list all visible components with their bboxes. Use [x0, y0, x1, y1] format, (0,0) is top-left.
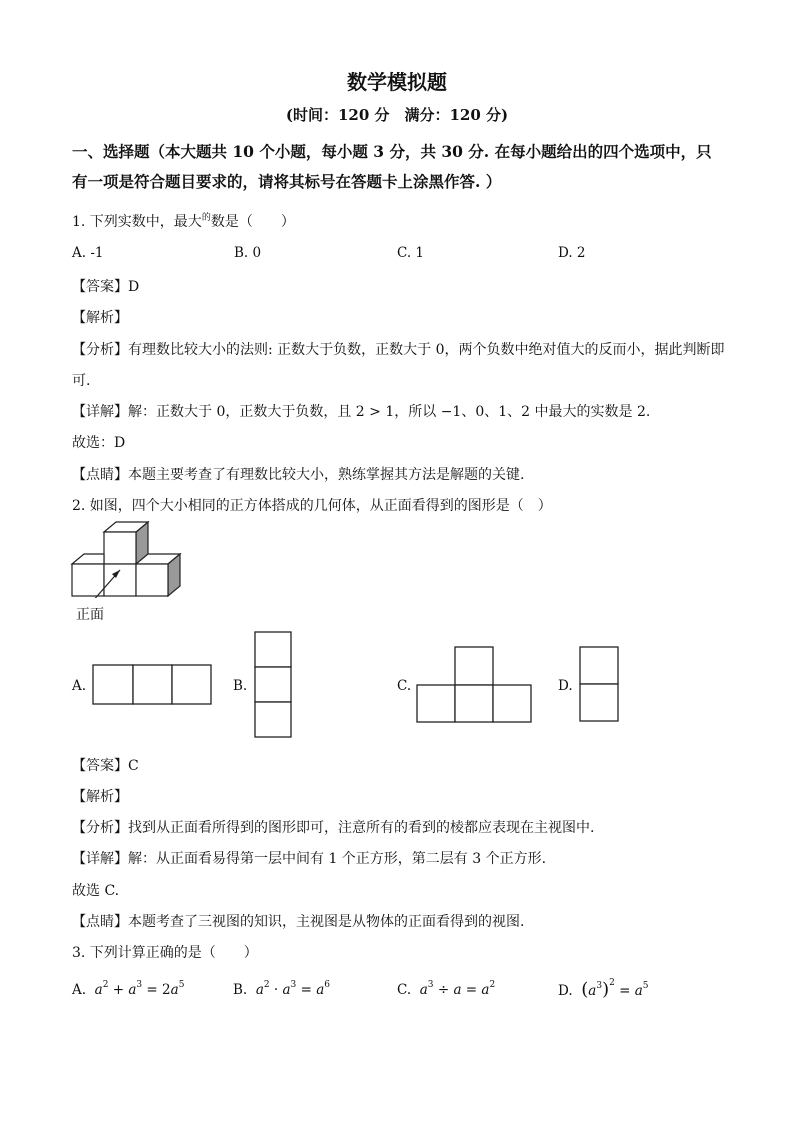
q3-stem: 3. 下列计算正确的是（ ） — [72, 945, 258, 961]
q1-comment: 【点睛】本题主要考查了有理数比较大小，熟练掌握其方法是解题的关键. — [72, 467, 525, 483]
q2-option-a-figure — [92, 664, 214, 706]
q3-option-d: D. $(a^3)^2 = a^5$ — [558, 978, 649, 1000]
q1-analysis-heading: 【解析】 — [72, 310, 128, 326]
q1-option-d: D. 2 — [558, 245, 586, 261]
q2-answer: 【答案】C — [72, 758, 139, 774]
q1-option-b: B. 0 — [234, 245, 262, 261]
q1-detail: 【详解】解：正数大于 0，正数大于负数，且 2 > 1，所以 −1、0、1、2 中最大的实数是 2. — [72, 404, 651, 420]
q3-option-a: A. $a^2 + a^3 = 2a^5$ — [72, 980, 185, 998]
q2-option-b-figure — [254, 631, 294, 739]
q2-detail: 【详解】解：从正面看易得第一层中间有 1 个正方形，第二层有 3 个正方形. — [72, 851, 547, 867]
q1-analysis-line2: 可. — [72, 373, 91, 389]
q1-analysis-line1: 【分析】有理数比较大小的法则: 正数大于负数，正数大于 0，两个负数中绝对值大的反而小，据此判断即 — [72, 342, 725, 358]
q2-option-c-label: C. — [397, 678, 412, 694]
front-view-label: 正面 — [76, 607, 104, 623]
q1-choice: 故选：D — [72, 435, 126, 451]
q1-option-c: C. 1 — [397, 245, 425, 261]
q3-option-c: C. $a^3 \div a = a^2$ — [397, 980, 496, 998]
q2-option-c-figure — [416, 646, 534, 724]
exam-info: (时间：120 分 满分：120 分) — [285, 106, 509, 124]
page-title: 数学模拟题 — [347, 70, 447, 94]
q2-option-d-label: D. — [558, 678, 573, 694]
q2-analysis-heading: 【解析】 — [72, 789, 128, 805]
q2-analysis: 【分析】找到从正面看所得到的图形即可，注意所有的看到的棱都应表现在主视图中. — [72, 820, 595, 836]
section-heading-line1: 一、选择题（本大题共 10 个小题，每小题 3 分，共 30 分. 在每小题给出的四个选项中，只 — [72, 142, 712, 161]
q2-choice: 故选 C. — [72, 883, 120, 899]
q2-option-b-label: B. — [233, 678, 248, 694]
q1-stem: 1. 下列实数中，最大$^的$数是（ ） — [72, 213, 295, 230]
q2-option-d-figure — [579, 646, 621, 724]
q2-stem: 2. 如图，四个大小相同的正方体搭成的几何体，从正面看得到的图形是（ ） — [72, 498, 552, 514]
q1-answer: 【答案】D — [72, 279, 140, 295]
q1-option-a: A. -1 — [72, 245, 104, 261]
q2-option-a-label: A. — [72, 678, 87, 694]
q2-comment: 【点睛】本题考查了三视图的知识，主视图是从物体的正面看得到的视图. — [72, 914, 525, 930]
cube-stack-figure — [68, 518, 186, 598]
section-heading-line2: 有一项是符合题目要求的，请将其标号在答题卡上涂黑作答. ） — [72, 172, 502, 191]
q3-option-b: B. $a^2 \cdot a^3 = a^6$ — [233, 980, 330, 998]
